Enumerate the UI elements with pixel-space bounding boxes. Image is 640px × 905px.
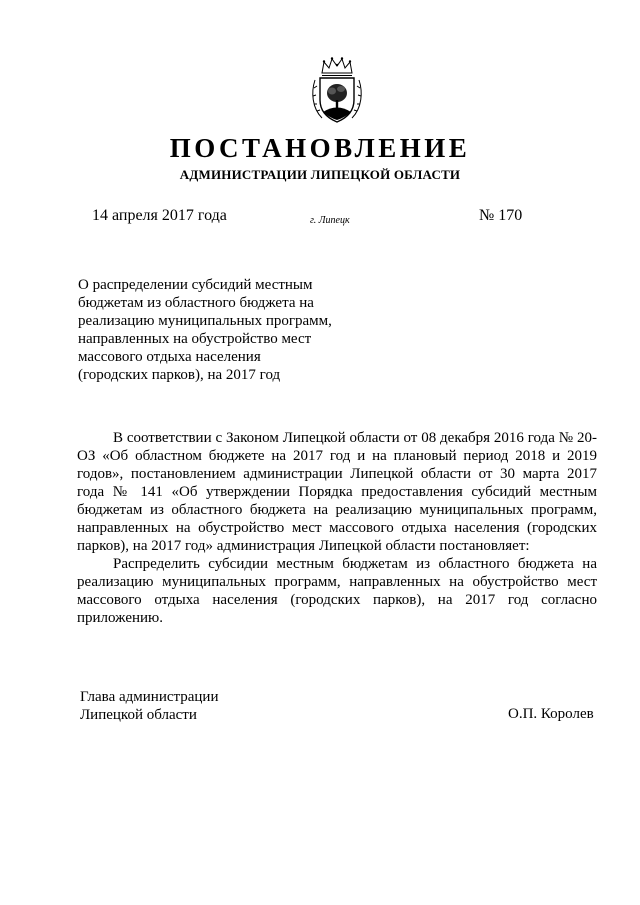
heading-line: реализацию муниципальных программ, [78,313,332,329]
document-date: 14 апреля 2017 года [92,207,227,224]
signer-position [80,688,218,724]
document-number: № 170 [479,207,523,224]
heading-line: направленных на обустройство мест [78,331,312,347]
body-paragraph: Распределить субсидии местным бюджетам из областного бюджета на реализацию муниципальных программ, направленных на обустройство мест массового отдыха населения (городских парков), на 2017 год согласно приложению. [77,556,597,626]
heading-line: массового отдыха населения [78,349,261,365]
heading-line: бюджетам из областного бюджета на [78,295,314,311]
issuing-authority: АДМИНИСТРАЦИИ ЛИПЕЦКОЙ ОБЛАСТИ [179,167,461,182]
heading-line: О распределении субсидий местным [78,277,313,293]
signer-name: О.П. Королев [508,706,594,722]
body-paragraph: В соответствии с Законом Липецкой области от 08 декабря 2016 года № 20-ОЗ «Об областном бюджете на 2017 год и на плановый период 2018 и 2019 годов», постановлением администрации Липецкой области от 30 марта 2017 года № 141 «Об утверждении Порядка предоставления субсидий местным бюджетам из областного бюджета на реализацию муниципальных программ, направленных на обустройство мест массового отдыха населения (городских парков), на 2017 год» администрация Липецкой области постановляет: [77,430,597,554]
document-city: г. Липецк [310,215,350,226]
heading-line: (городских парков), на 2017 год [78,367,281,383]
document-title: ПОСТАНОВЛЕНИЕ [169,133,471,163]
document-body [77,429,597,627]
signer-position-line: Глава администрации [80,689,219,705]
signer-position-line: Липецкой области [80,707,197,723]
coat-of-arms-icon [310,56,364,126]
document-heading [78,276,378,384]
